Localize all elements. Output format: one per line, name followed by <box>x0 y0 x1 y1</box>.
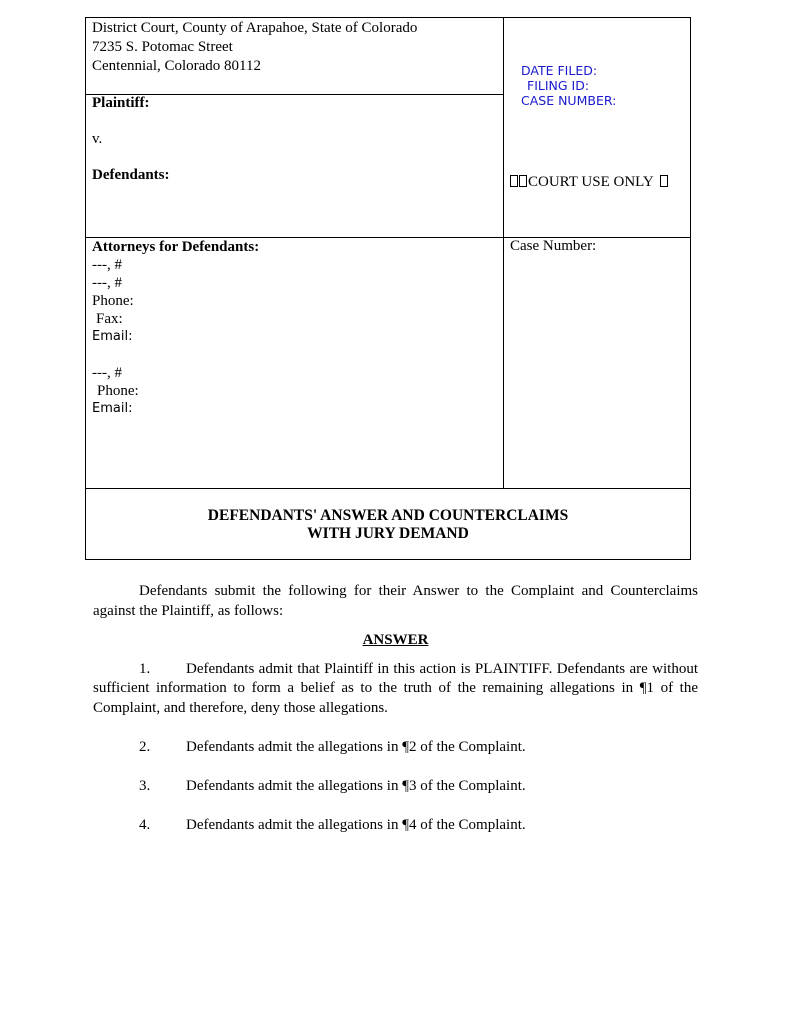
caption-row-divider-attorneys <box>86 488 690 489</box>
case-number-label: Case Number: <box>510 238 597 254</box>
defendants-label: Defendants: <box>92 167 170 183</box>
court-use-only <box>510 174 669 191</box>
document-body <box>93 582 698 835</box>
attorney-phone: Phone: <box>92 293 134 309</box>
court-use-only-label: COURT USE ONLY <box>528 174 654 190</box>
attorney-line: ---, # <box>92 257 122 273</box>
numbered-paragraph <box>93 738 698 758</box>
efiling-stamp <box>521 63 616 108</box>
numbered-paragraph <box>93 660 698 719</box>
paragraph-text: Defendants admit that Plaintiff in this action is PLAINTIFF. Defendants are without sufficient information to form a belief as to the truth of the remaining allegations in ¶1 of the Complaint, and therefore, deny those allegations. <box>93 660 698 716</box>
attorney-email: Email: <box>92 401 133 416</box>
paragraph-number: 1. <box>139 660 151 677</box>
attorney-phone: Phone: <box>97 383 139 399</box>
numbered-paragraph <box>93 777 698 797</box>
paragraph-text: Defendants admit the allegations in ¶2 of the Complaint. <box>186 738 526 755</box>
paragraph-number: 3. <box>139 777 151 794</box>
attorney-fax: Fax: <box>96 311 123 327</box>
document-title <box>86 507 690 543</box>
paragraph-text: Defendants admit the allegations in ¶4 of the Complaint. <box>186 816 526 833</box>
court-street: 7235 S. Potomac Street <box>92 39 233 55</box>
document-title-line-2: WITH JURY DEMAND <box>307 525 469 542</box>
efiling-case-number-label: CASE NUMBER: <box>521 93 617 108</box>
paragraph-text: Defendants admit the allegations in ¶3 of the Complaint. <box>186 777 526 794</box>
placeholder-box-icon <box>519 175 527 187</box>
attorneys-label: Attorneys for Defendants: <box>92 239 260 255</box>
attorney-email: Email: <box>92 329 133 344</box>
section-heading-answer: ANSWER <box>362 632 429 648</box>
attorneys-block <box>92 238 259 418</box>
filing-id-label: FILING ID: <box>527 78 590 93</box>
court-name: District Court, County of Arapahoe, State of Colorado <box>92 20 418 36</box>
placeholder-box-icon <box>660 175 668 187</box>
attorney-line: ---, # <box>92 365 122 381</box>
court-city: Centennial, Colorado 80112 <box>92 58 261 74</box>
court-address <box>92 19 417 76</box>
paragraph-number: 2. <box>139 738 151 755</box>
document-title-line-1: DEFENDANTS' ANSWER AND COUNTERCLAIMS <box>207 507 569 524</box>
attorney-line: ---, # <box>92 275 122 291</box>
parties-block <box>92 94 170 184</box>
intro-paragraph: Defendants submit the following for their Answer to the Complaint and Counterclaims against the Plaintiff, as follows: <box>93 583 698 619</box>
numbered-paragraph <box>93 816 698 836</box>
versus-label: v. <box>92 131 103 147</box>
placeholder-box-icon <box>510 175 518 187</box>
paragraph-number: 4. <box>139 816 151 833</box>
case-caption-table <box>85 17 691 560</box>
date-filed-label: DATE FILED: <box>521 63 598 78</box>
plaintiff-label: Plaintiff: <box>92 95 150 111</box>
caption-column-divider <box>503 18 504 488</box>
